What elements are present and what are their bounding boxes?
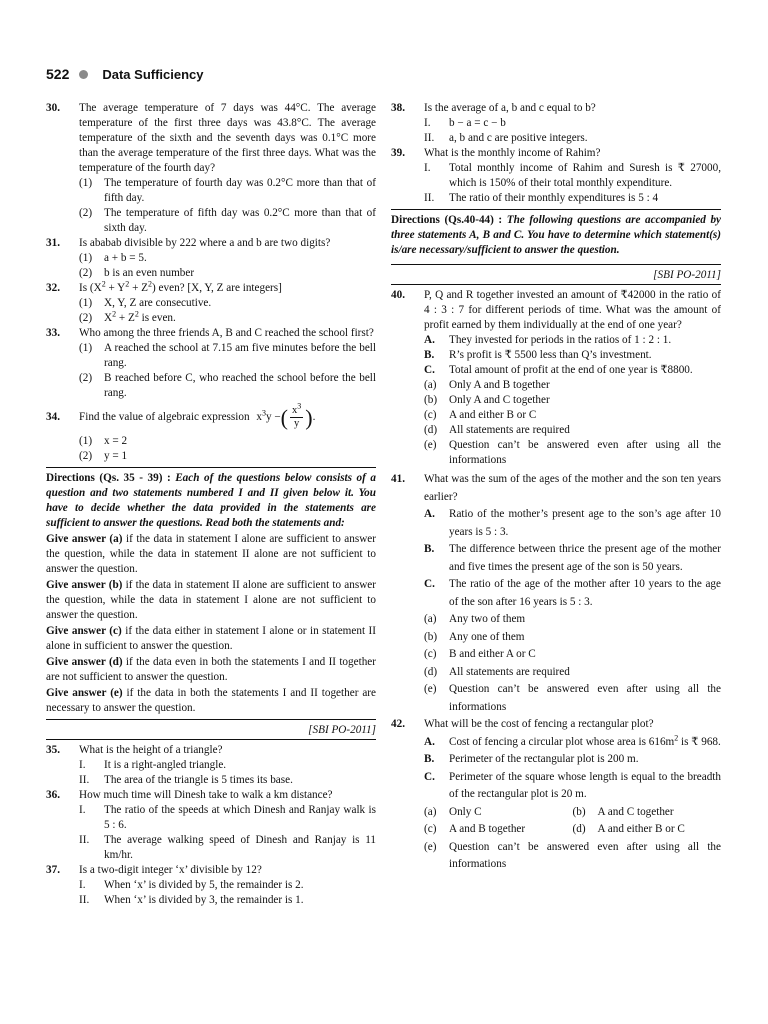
statement-label: B. [424, 349, 435, 361]
question-33 [46, 326, 376, 401]
statement-text: They invested for periods in the ratios of 1 : 2 : 1. [449, 334, 672, 346]
option-label: (e) [424, 840, 437, 853]
option-text: Question can’t be answered even after using all the informations [449, 683, 721, 713]
option-label: (b) [572, 805, 586, 818]
directions-40-44: Directions (Qs.40-44) : The following questions are accompanied by three statements A, B and C. You have to determine which statement(s) is/are necessary/sufficient to answer the question. [391, 214, 722, 256]
item-text: Total monthly income of Rahim and Suresh is ₹ 27000, which is 150% of their total monthly expenditure. [449, 162, 721, 189]
option-label: (d) [572, 823, 586, 835]
question-35 [46, 743, 376, 788]
option-label: (a) [424, 613, 437, 625]
divider [46, 739, 376, 740]
question-40 [391, 288, 721, 468]
statement-label: B. [424, 753, 435, 765]
give-answer-b: Give answer (b) if the data in statement II alone are sufficient to answer the question, while the data in statement I alone are not sufficient to answer the question. [46, 579, 376, 621]
directions-35-39: Directions (Qs. 35 - 39) : Each of the questions below consists of a question and two statements numbered I and II given below it. You have to decide whether the data provided in the statements are sufficient to answer the questions. Read both the statements and: [46, 472, 376, 529]
item-text: The ratio of their monthly expenditures is 5 : 4 [449, 192, 659, 204]
item-label: (1) [79, 297, 93, 309]
question-text: What is the height of a triangle? [79, 744, 223, 756]
question-37 [46, 863, 376, 908]
question-number: 30. [46, 102, 60, 114]
question-text: What will be the cost of fencing a rectangular plot? [424, 718, 654, 730]
divider [391, 209, 721, 210]
option-label: (c) [424, 409, 437, 421]
item-text: b − a = c − b [449, 117, 506, 129]
give-answer-e: Give answer (e) if the data in both the statements I and II together are necessary to answer the question. [46, 687, 376, 714]
item-text: b is an even number [104, 267, 195, 279]
question-text: Is ababab divisible by 222 where a and b are two digits? [79, 237, 331, 249]
option-text: A and either B or C [449, 409, 537, 421]
question-text: P, Q and R together invested an amount of ₹42000 in the ratio of 4 : 3 : 7 for different periods of time. What was the amount of profit earned by them individually at the end of one year? [424, 289, 721, 331]
option-label: (d) [424, 424, 438, 436]
item-label: II. [424, 192, 435, 204]
item-label: I. [424, 162, 431, 174]
option-text: Any one of them [449, 630, 525, 643]
source-tag: [SBI PO-2011] [308, 724, 376, 736]
give-answer-d: Give answer (d) if the data even in both the statements I and II together are not sufficient to answer the question. [46, 656, 376, 683]
question-31 [46, 236, 376, 281]
option-label: (c) [424, 823, 437, 835]
question-34 [46, 401, 376, 464]
option-label: (a) [424, 805, 437, 818]
option-label: (e) [424, 439, 437, 451]
item-label: II. [79, 894, 90, 906]
question-number: 32. [46, 282, 60, 294]
question-text: What was the sum of the ages of the mother and the son ten years earlier? [424, 473, 721, 503]
left-column [46, 101, 376, 908]
give-answer-c: Give answer (c) if the data either in statement I alone or in statement II alone in sufficient to answer the question. [46, 625, 376, 652]
question-number: 37. [46, 864, 60, 876]
item-text: X, Y, Z are consecutive. [104, 297, 212, 309]
option-label: (a) [424, 379, 437, 391]
page-header [46, 64, 204, 84]
question-text: Find the value of algebraic expression $x^3y$ −( $\frac{x^3}{y}$ ). [79, 401, 316, 430]
statement-label: C. [424, 364, 435, 376]
item-label: II. [424, 132, 435, 144]
item-text: The area of the triangle is 5 times its base. [104, 774, 293, 786]
item-label: I. [79, 879, 86, 891]
question-number: 31. [46, 237, 60, 249]
option-label: (b) [424, 630, 438, 643]
option-label: (e) [424, 683, 437, 695]
item-text: A reached the school at 7.15 am five minutes before the bell rang. [104, 342, 376, 369]
statement-text: Cost of fencing a circular plot whose area is $616m^2$ is ₹ 968. [449, 732, 721, 748]
item-text: The temperature of fourth day was 0.2°C more than that of fifth day. [104, 177, 376, 204]
option-label: (c) [424, 648, 437, 660]
statement-label: A. [424, 735, 435, 748]
question-text: What is the monthly income of Rahim? [424, 147, 601, 159]
option-text: Question can’t be answered even after using all the informations [449, 439, 721, 466]
math-expression: $x^3y$ −( $\frac{x^3}{y}$ ). [256, 401, 316, 430]
item-text: The average walking speed of Dinesh and Ranjay is 11 km/hr. [104, 834, 376, 861]
page-number: 522 [46, 66, 70, 82]
question-42 [391, 716, 721, 874]
statement-text: R’s profit is ₹ 5500 less than Q’s investment. [449, 349, 652, 361]
item-label: I. [424, 117, 431, 129]
divider [46, 719, 376, 720]
right-column [391, 101, 721, 874]
options-row [424, 821, 721, 839]
statement-text: The ratio of the age of the mother after 10 years to the age of the son after 16 years is 5 : 3. [449, 578, 721, 608]
question-text: Is a two-digit integer ‘x’ divisible by 12? [79, 864, 262, 876]
option-label: (d) [424, 665, 438, 678]
option-text: Question can’t be answered even after using all the informations [449, 840, 721, 870]
question-30 [46, 101, 376, 236]
question-text: Is the average of a, b and c equal to b? [424, 102, 596, 114]
statement-label: A. [424, 334, 435, 346]
question-number: 39. [391, 147, 405, 159]
page-title: Data Sufficiency [102, 66, 204, 82]
item-label: II. [79, 834, 90, 846]
question-number: 35. [46, 744, 60, 756]
question-number: 38. [391, 102, 405, 114]
item-text: The ratio of the speeds at which Dinesh and Ranjay walk is 5 : 6. [104, 804, 376, 831]
item-text: The temperature of fifth day was 0.2°C more than that of sixth day. [104, 207, 376, 234]
item-label: (2) [79, 267, 93, 279]
item-label: (1) [79, 177, 93, 189]
question-number: 36. [46, 789, 60, 801]
item-text: x = 2 [104, 435, 128, 447]
question-number: 34. [46, 411, 60, 423]
item-text: y = 1 [104, 450, 128, 462]
item-text: a + b = 5. [104, 252, 147, 264]
item-text: When ‘x’ is divided by 5, the remainder is 2. [104, 879, 304, 891]
option-text: Any two of them [449, 613, 526, 625]
question-39 [391, 146, 721, 206]
option-text: All statements are required [449, 424, 570, 436]
option-text: B and either A or C [449, 648, 536, 660]
divider [46, 467, 376, 468]
option-text: Only A and C together [449, 394, 550, 406]
question-38 [391, 101, 721, 146]
source-tag: [SBI PO-2011] [653, 269, 721, 281]
statement-label: C. [424, 770, 435, 783]
option-label: (b) [424, 394, 438, 406]
item-text: B reached before C, who reached the school before the bell rang. [104, 372, 376, 399]
question-text: The average temperature of 7 days was 44°C. The average temperature of the first three days was 43.8°C. The average temperature of the sixth and the seventh days was 0.1°C more than the average temperature of the first three days. What was the temperature of the fourth day? [79, 102, 376, 174]
item-text: It is a right-angled triangle. [104, 759, 227, 771]
give-answer-a: Give answer (a) if the data in statement I alone are sufficient to answer the question, while the data in statement II alone are not sufficient to answer the question. [46, 533, 376, 575]
item-label: (2) [79, 372, 93, 384]
item-text: When ‘x’ is divided by 3, the remainder is 1. [104, 894, 304, 906]
item-label: (1) [79, 252, 93, 264]
option-text: Only A and B together [449, 379, 550, 391]
statement-label: B. [424, 543, 435, 555]
item-label: (2) [79, 207, 93, 219]
statement-text: Total amount of profit at the end of one year is ₹8800. [449, 364, 693, 376]
item-label: (2) [79, 450, 93, 462]
item-text: a, b and c are positive integers. [449, 132, 588, 144]
divider [391, 264, 721, 265]
statement-text: Perimeter of the square whose length is equal to the breadth of the rectangular plot is 20 m. [449, 770, 721, 800]
question-number: 41. [391, 473, 405, 485]
item-label: (2) [79, 312, 93, 324]
item-label: I. [79, 759, 86, 771]
item-label: (1) [79, 435, 93, 447]
item-text: $X^2 + Z^2$ is even. [104, 309, 176, 324]
bullet-dot-icon [79, 70, 88, 79]
statement-text: The difference between thrice the present age of the mother and five times the present age of the son is 50 years. [449, 543, 721, 573]
question-text: Is $(X^2 + Y^2 + Z^2)$ even? [X, Y, Z are integers] [79, 279, 282, 294]
option-text: Only C [449, 805, 482, 818]
question-number: 42. [391, 718, 405, 730]
item-label: II. [79, 774, 90, 786]
item-label: (1) [79, 342, 93, 354]
question-number: 40. [391, 289, 405, 301]
question-text: How much time will Dinesh take to walk a km distance? [79, 789, 333, 801]
question-32 [46, 281, 376, 326]
option-text: A and C together [597, 805, 674, 818]
statement-label: A. [424, 508, 435, 520]
item-label: I. [79, 804, 86, 816]
statement-text: Ratio of the mother’s present age to the son’s age after 10 years is 5 : 3. [449, 508, 721, 538]
question-36 [46, 788, 376, 863]
option-text: A and B together [449, 823, 526, 835]
question-41 [391, 471, 721, 716]
option-text: A and either B or C [597, 823, 685, 835]
question-number: 33. [46, 327, 60, 339]
statement-label: C. [424, 578, 435, 590]
question-text: Who among the three friends A, B and C reached the school first? [79, 327, 374, 339]
option-text: All statements are required [449, 665, 570, 678]
divider [391, 284, 721, 285]
statement-text: Perimeter of the rectangular plot is 200 m. [449, 753, 639, 765]
options-row [424, 804, 721, 822]
